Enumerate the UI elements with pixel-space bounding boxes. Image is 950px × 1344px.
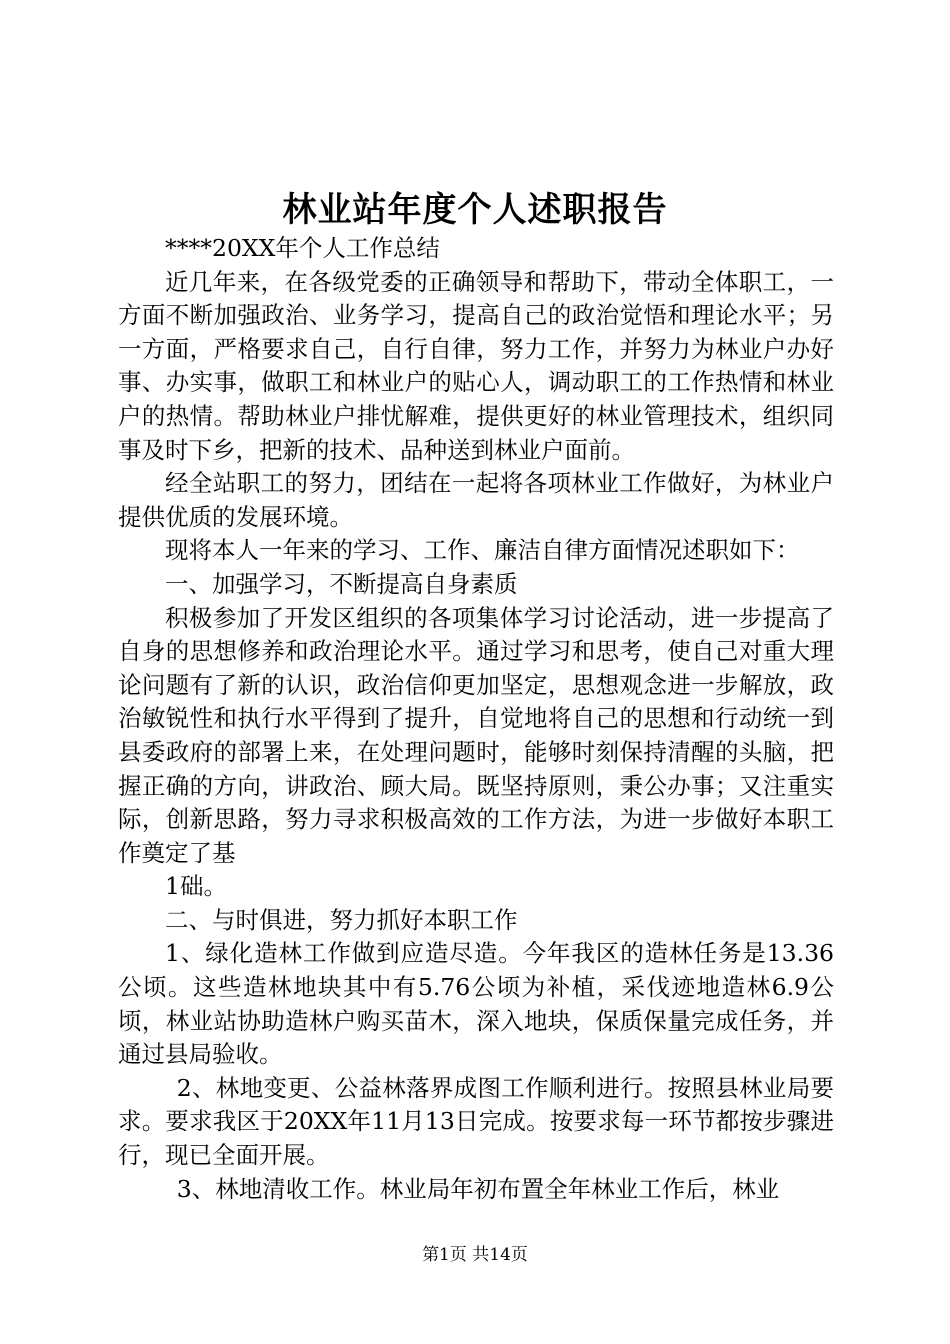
- paragraph-effort: 经全站职工的努力，团结在一起将各项林业工作做好，为林业户提供优质的发展环境。: [118, 469, 834, 531]
- paragraph-report-intro: 现将本人一年来的学习、工作、廉洁自律方面情况述职如下：: [165, 536, 800, 565]
- paragraph-intro: 近几年来，在各级党委的正确领导和帮助下，带动全体职工，一方面不断加强政治、业务学习，提高自己的政治觉悟和理论水平；另一方面，严格要求自己，自行自律，努力工作，并努力为林业户办好事、办实事，做职工和林业户的贴心人，调动职工的工作热情和林业户的热情。帮助林业户排忧解难，提供更好的林业管理技术，组织同事及时下乡，把新的技术、品种送到林业户面前。: [118, 267, 834, 464]
- page-number: 第1页 共14页: [422, 1245, 528, 1265]
- document-title: 林业站年度个人述职报告: [282, 190, 668, 230]
- paragraph-subtitle: ****20XX年个人工作总结: [165, 234, 440, 262]
- paragraph-study-end: 1础。: [165, 872, 227, 901]
- paragraph-item-1: 1、绿化造林工作做到应造尽造。今年我区的造林任务是13.36公顷。这些造林地块其中有5.76公顷为补植，采伐迹地造林6.9公顷，林业站协助造林户购买苗木，深入地块，保质保量完成任务，并通过县局验收。: [118, 939, 834, 1069]
- paragraph-study: 积极参加了开发区组织的各项集体学习讨论活动，进一步提高了自身的思想修养和政治理论水平。通过学习和思考，使自己对重大理论问题有了新的认识，政治信仰更加坚定，思想观念进一步解放，政治敏锐性和执行水平得到了提升，自觉地将自己的思想和行动统一到县委政府的部署上来，在处理问题时，能够时刻保持清醒的头脑，把握正确的方向，讲政治、顾大局。既坚持原则，秉公办事；又注重实际，创新思路，努力寻求积极高效的工作方法，为进一步做好本职工作奠定了基: [118, 603, 834, 867]
- section-heading-2: 二、与时俱进，努力抓好本职工作: [165, 905, 518, 934]
- paragraph-item-2: 2、林地变更、公益林落界成图工作顺利进行。按照县林业局要求。要求我区于20XX年11月13日完成。按要求每一环节都按步骤进行，现已全面开展。: [118, 1073, 834, 1170]
- document-body: [118, 232, 834, 1206]
- section-heading-1: 一、加强学习，不断提高自身素质: [165, 569, 518, 598]
- paragraph-item-3: 3、林地清收工作。林业局年初布置全年林业工作后，林业: [176, 1174, 780, 1203]
